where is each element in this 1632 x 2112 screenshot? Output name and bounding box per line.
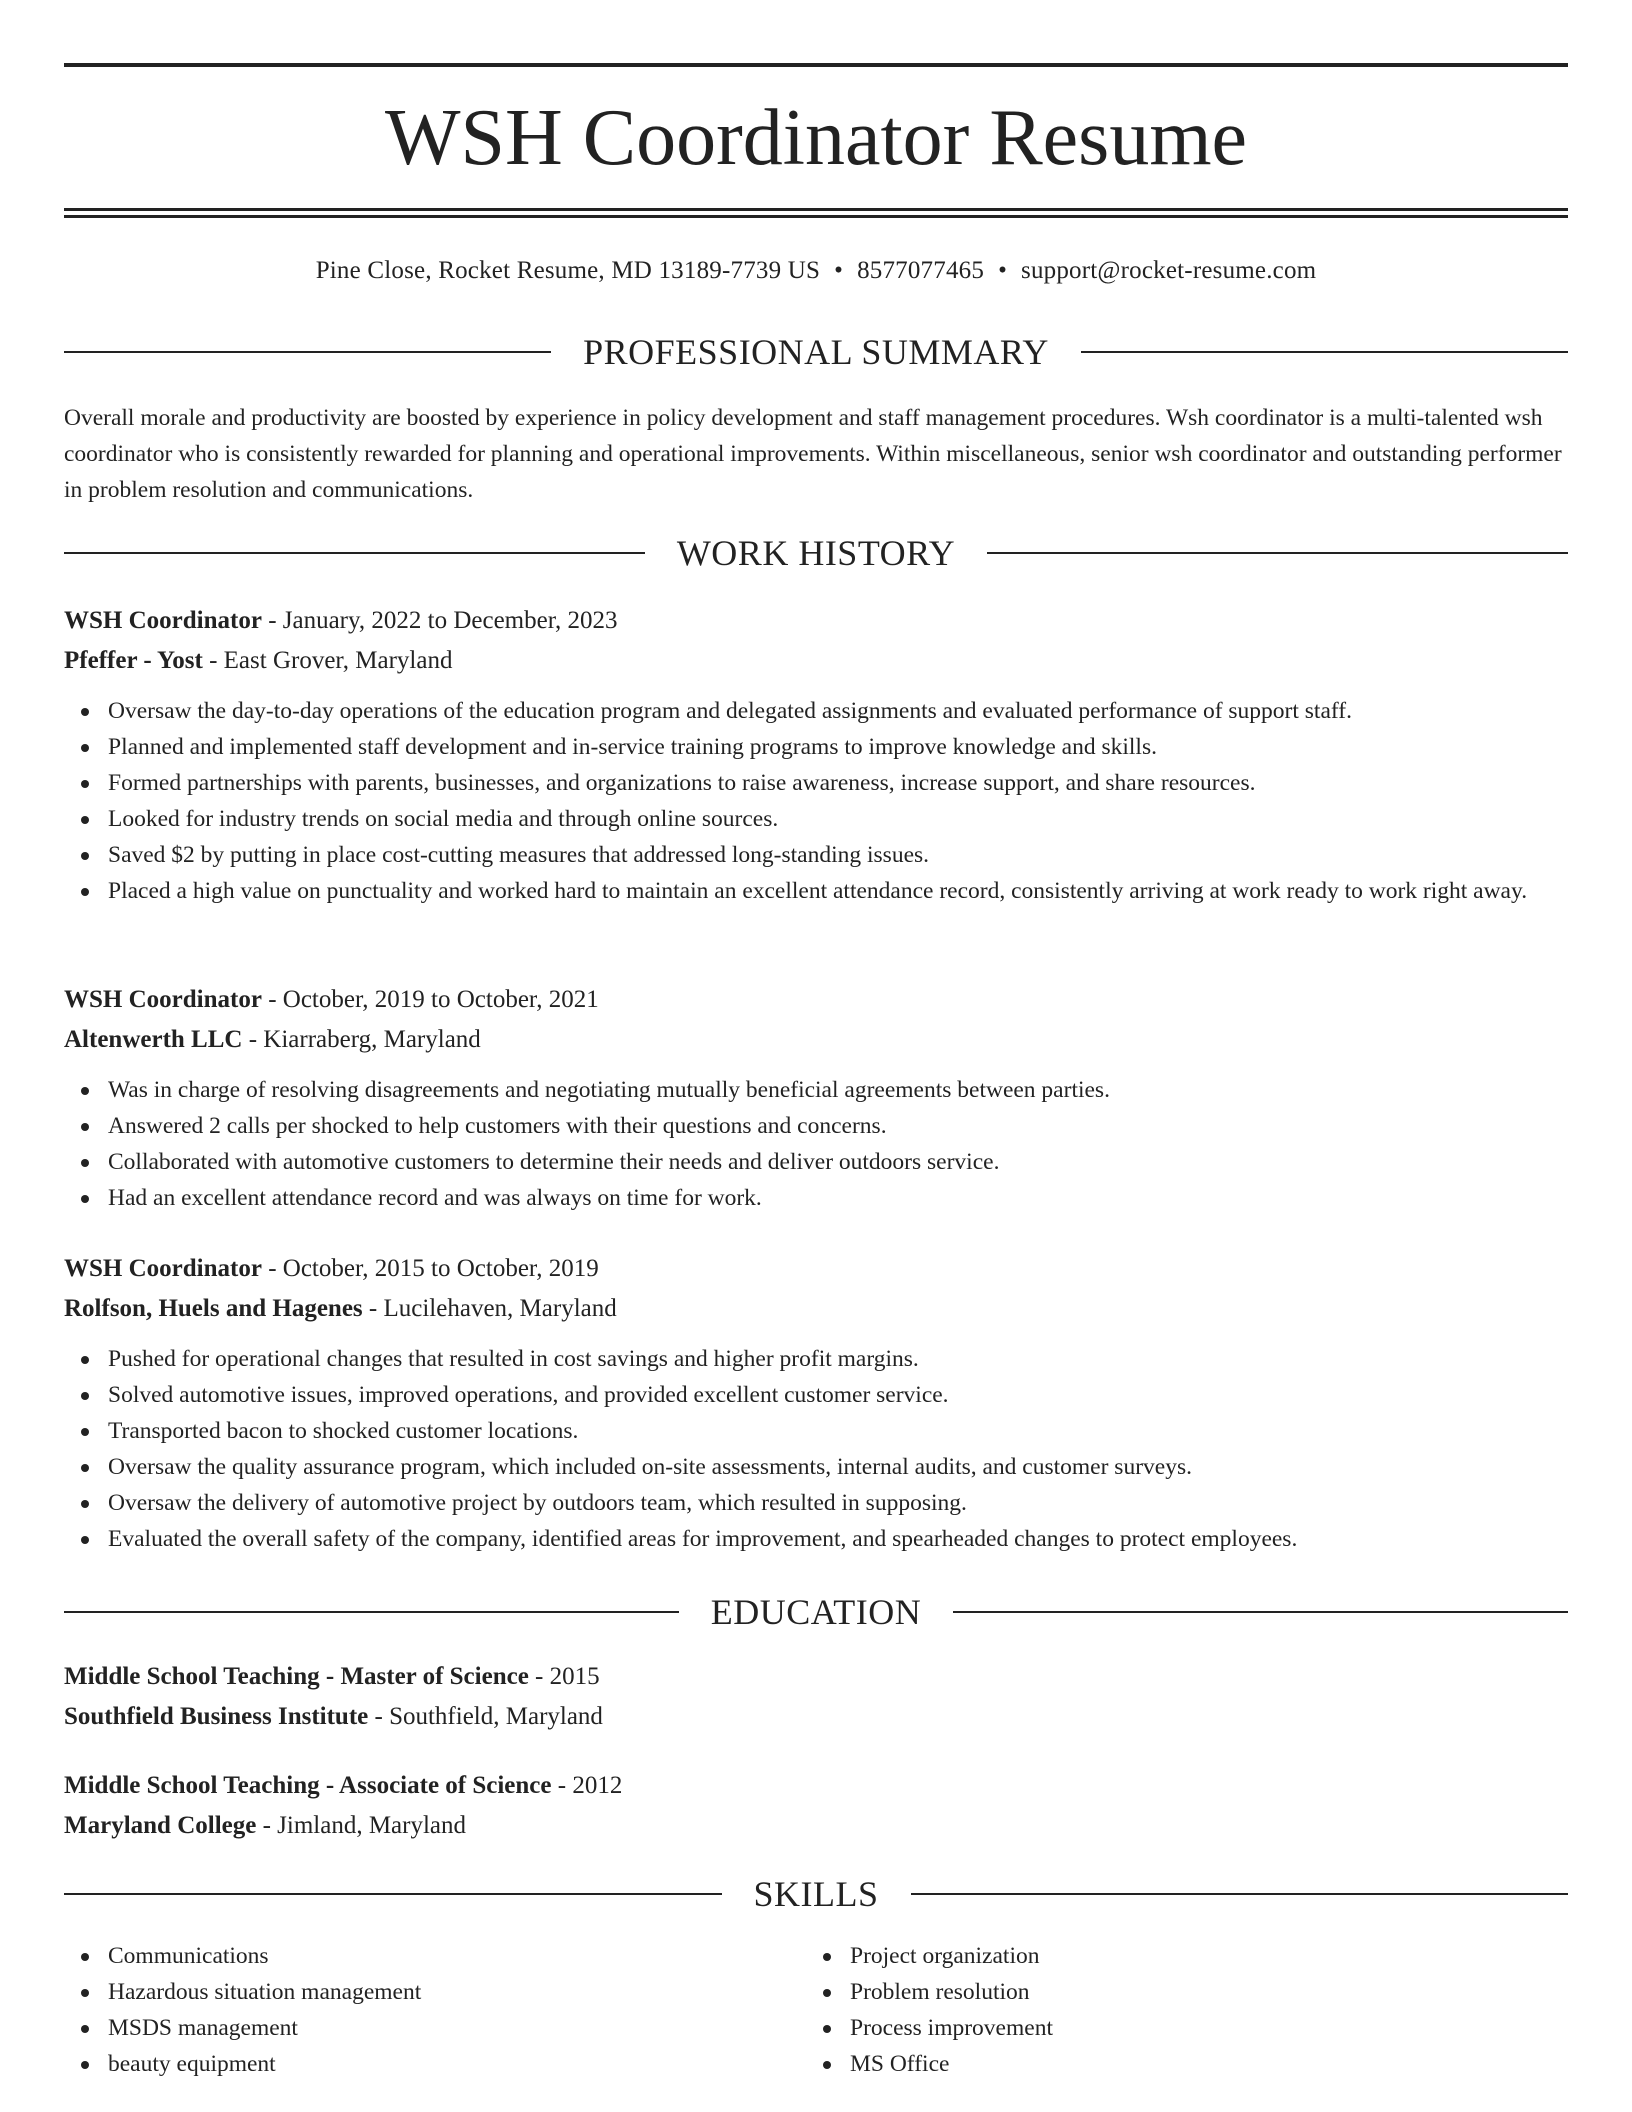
contact-phone: 8577077465: [857, 257, 985, 284]
skill-item: Problem resolution: [806, 1974, 1548, 2010]
education-school: Maryland College: [64, 1812, 257, 1839]
job-title: WSH Coordinator: [64, 607, 262, 634]
job-location: - East Grover, Maryland: [202, 647, 453, 674]
section-heading-skills: [64, 1872, 1568, 1916]
top-rule: [64, 63, 1568, 67]
heading-rule: [64, 1893, 722, 1895]
job-dates: - October, 2019 to October, 2021: [261, 986, 599, 1013]
list-item: Pushed for operational changes that resulted in cost savings and higher profit margins.: [64, 1341, 1568, 1377]
list-item: Formed partnerships with parents, businesses, and organizations to raise awareness, increase support, and share resources.: [64, 765, 1568, 801]
contact-address: Pine Close, Rocket Resume, MD 13189-7739 US: [315, 257, 821, 284]
contact-email: support@rocket-resume.com: [1021, 257, 1317, 284]
skill-item: beauty equipment: [64, 2046, 806, 2082]
skill-item: Hazardous situation management: [64, 1974, 806, 2010]
list-item: Evaluated the overall safety of the company, identified areas for improvement, and spearheaded changes to protect employees.: [64, 1521, 1568, 1557]
skill-item: MSDS management: [64, 2010, 806, 2046]
contact-line: [64, 254, 1568, 288]
education-location: - Southfield, Maryland: [368, 1703, 603, 1730]
job-entry: [64, 601, 1568, 909]
summary-text: Overall morale and productivity are boosted by experience in policy development and staff management procedures. Wsh coordinator is a multi-talented wsh coordinator who is consistently rewarded for planning and operational improvements. Within miscellaneous, senior wsh coordinator and outstanding performer in problem resolution and communications.: [64, 405, 1562, 503]
job-title: WSH Coordinator: [64, 1255, 262, 1282]
job-dates: - October, 2015 to October, 2019: [261, 1255, 599, 1282]
job-company: Altenwerth LLC: [64, 1026, 243, 1053]
job-company: Pfeffer - Yost: [64, 647, 203, 674]
job-bullets: [64, 1072, 1568, 1216]
heading-rule: [64, 351, 551, 353]
contact-separator: •: [834, 257, 844, 284]
job-title: WSH Coordinator: [64, 986, 262, 1013]
heading-rule: [987, 552, 1568, 554]
section-heading-education: [64, 1590, 1568, 1634]
heading-rule: [64, 1611, 679, 1613]
list-item: Planned and implemented staff development and in-service training programs to improve knowledge and skills.: [64, 729, 1568, 765]
job-bullets: [64, 693, 1568, 909]
education-degree: Middle School Teaching - Master of Science: [64, 1663, 529, 1690]
skill-item: MS Office: [806, 2046, 1548, 2082]
list-item: Was in charge of resolving disagreements and negotiating mutually beneficial agreements between parties.: [64, 1072, 1568, 1108]
list-item: Solved automotive issues, improved operations, and provided excellent customer service.: [64, 1377, 1568, 1413]
section-heading-summary: [64, 330, 1568, 374]
education-school: Southfield Business Institute: [64, 1703, 369, 1730]
list-item: Oversaw the day-to-day operations of the education program and delegated assignments and evaluated performance of support staff.: [64, 693, 1568, 729]
list-item: Had an excellent attendance record and was always on time for work.: [64, 1180, 1568, 1216]
job-company: Rolfson, Huels and Hagenes: [64, 1295, 363, 1322]
resume-title: WSH Coordinator Resume: [384, 94, 1248, 182]
skill-item: Project organization: [806, 1938, 1548, 1974]
contact-separator: •: [998, 257, 1008, 284]
list-item: Oversaw the quality assurance program, which included on-site assessments, internal audits, and customer surveys.: [64, 1449, 1568, 1485]
education-year: - 2015: [528, 1663, 600, 1690]
section-label: EDUCATION: [710, 1592, 922, 1632]
section-heading-work: [64, 531, 1568, 575]
list-item: Looked for industry trends on social media and through online sources.: [64, 801, 1568, 837]
job-entry: [64, 1249, 1568, 1557]
list-item: Collaborated with automotive customers to determine their needs and deliver outdoors service.: [64, 1144, 1568, 1180]
education-year: - 2012: [551, 1772, 623, 1799]
list-item: Oversaw the delivery of automotive project by outdoors team, which resulted in supposing.: [64, 1485, 1568, 1521]
education-entry: [64, 1766, 1568, 1846]
skills-list-right: [806, 1938, 1548, 2082]
skill-item: Process improvement: [806, 2010, 1548, 2046]
job-location: - Kiarraberg, Maryland: [242, 1026, 481, 1053]
section-label: PROFESSIONAL SUMMARY: [583, 332, 1049, 372]
heading-rule: [953, 1611, 1568, 1613]
section-label: SKILLS: [753, 1874, 879, 1914]
education-degree: Middle School Teaching - Associate of Science: [64, 1772, 552, 1799]
skill-item: Communications: [64, 1938, 806, 1974]
education-entry: [64, 1657, 1568, 1737]
job-bullets: [64, 1341, 1568, 1557]
list-item: Placed a high value on punctuality and worked hard to maintain an excellent attendance record, consistently arriving at work ready to work right away.: [64, 873, 1568, 909]
job-entry: [64, 980, 1568, 1216]
list-item: Saved $2 by putting in place cost-cutting measures that addressed long-standing issues.: [64, 837, 1568, 873]
title-double-rule: [64, 208, 1568, 218]
list-item: Answered 2 calls per shocked to help customers with their questions and concerns.: [64, 1108, 1568, 1144]
heading-rule: [64, 552, 645, 554]
job-location: - Lucilehaven, Maryland: [362, 1295, 617, 1322]
skills-list-left: [64, 1938, 806, 2082]
education-location: - Jimland, Maryland: [256, 1812, 467, 1839]
heading-rule: [1081, 351, 1568, 353]
section-label: WORK HISTORY: [676, 533, 956, 573]
skills-columns: [64, 1938, 1568, 2082]
job-dates: - January, 2022 to December, 2023: [261, 607, 618, 634]
list-item: Transported bacon to shocked customer locations.: [64, 1413, 1568, 1449]
heading-rule: [911, 1893, 1569, 1895]
